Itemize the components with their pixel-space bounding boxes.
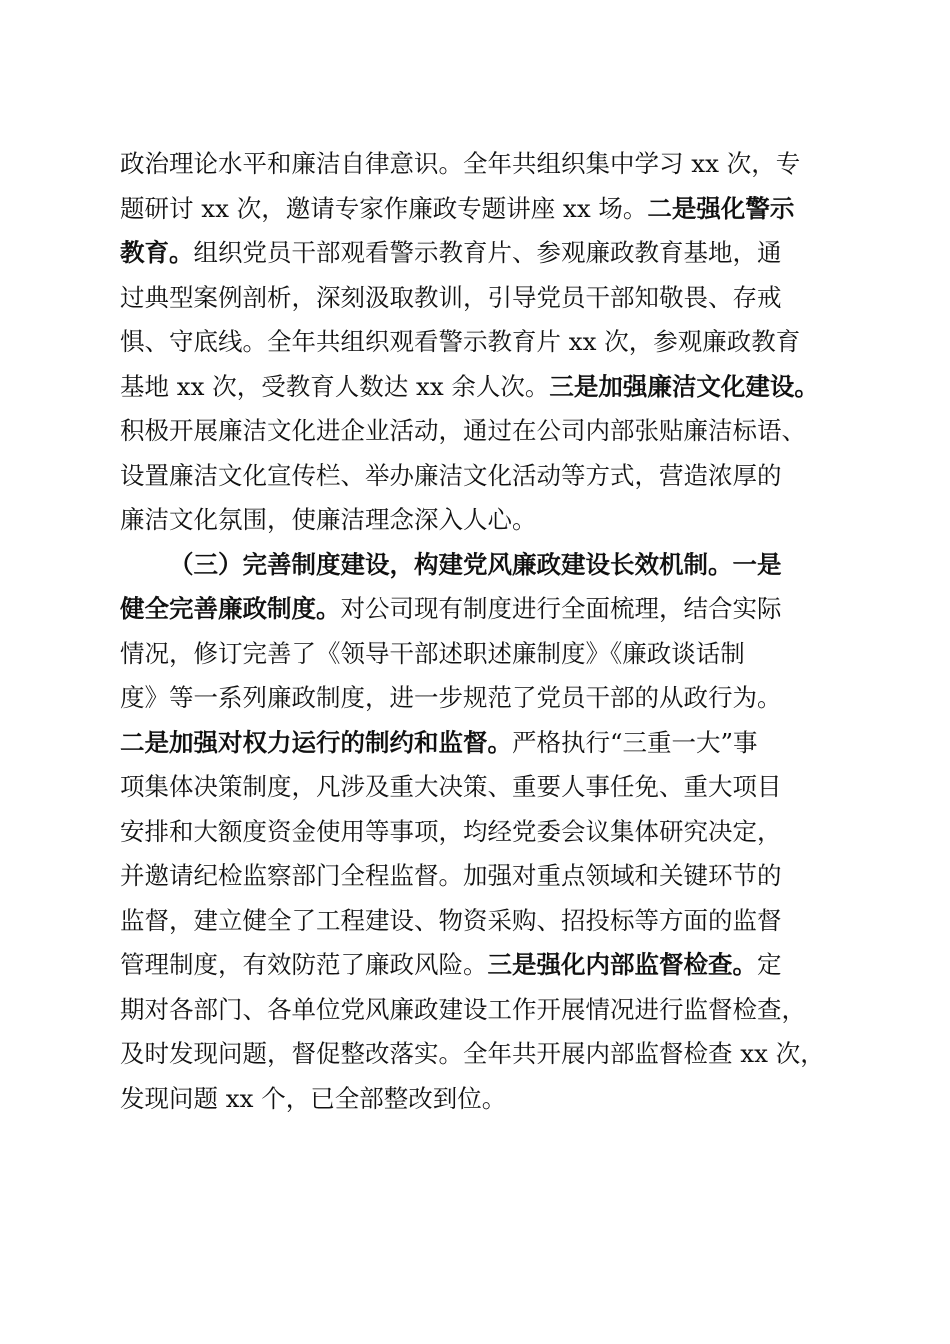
bold-text-run: 二是加强对权力运行的制约和监督。 [120,727,512,757]
text-run: 情况，修订完善了《领导干部述职述廉制度》《廉政谈话制 [120,638,745,668]
text-run: 度》等一系列廉政制度，进一步规范了党员干部的从政行为。 [120,683,782,712]
text-line [120,498,840,543]
text-run: 安排和大额度资金使用等事项，均经党委会议集体研究决定， [120,816,782,846]
text-line [120,1077,840,1122]
text-run: 积极开展廉洁文化进企业活动，通过在公司内部张贴廉洁标语、 [120,416,806,445]
text-line [120,721,840,766]
bold-text-run: 健全完善廉政制度。 [120,594,341,623]
text-line [120,810,840,855]
text-run: 对公司现有制度进行全面梳理，结合实际 [340,594,782,623]
text-run: 项集体决策制度，凡涉及重大决策、重要人事任免、重大项目 [120,772,782,801]
text-line [120,187,840,232]
text-run: 发现问题 xx 个，已全部整改到位。 [120,1083,507,1113]
text-run: 定 [757,950,782,979]
text-line [120,988,840,1033]
bold-text-run: 二是强化警示 [647,193,795,223]
text-run: 基地 xx 次，受教育人数达 xx 余人次。 [120,371,550,401]
text-run: 政治理论水平和廉洁自律意识。全年共组织集中学习 xx 次，专 [120,149,801,178]
text-run: 并邀请纪检监察部门全程监督。加强对重点领域和关键环节的 [120,861,782,890]
text-line [120,854,840,899]
bold-text-run: 三是加强廉洁文化建设。 [549,371,819,401]
text-run: 及时发现问题，督促整改落实。全年共开展内部监督检查 xx 次， [120,1039,825,1068]
text-line [120,765,840,810]
text-line [120,543,840,588]
text-line [120,943,840,988]
body-text [120,142,840,1121]
text-line [120,142,840,187]
text-run: 管理制度，有效防范了廉政风险。 [120,950,488,979]
text-run: 题研讨 xx 次，邀请专家作廉政专题讲座 xx 场。 [120,193,648,223]
text-line [120,320,840,365]
text-run: 设置廉洁文化宣传栏、举办廉洁文化活动等方式，营造浓厚的 [120,460,782,490]
bold-text-run: 三是强化内部监督检查。 [487,950,757,979]
text-line [120,1032,840,1077]
text-run: 惧、守底线。全年共组织观看警示教育片 xx 次，参观廉政教育 [120,327,801,356]
text-run: 廉洁文化氛围，使廉洁理念深入人心。 [120,505,537,534]
text-line [120,632,840,677]
text-line [120,899,840,944]
text-line [120,454,840,499]
text-line [120,676,840,721]
text-run: 监督，建立健全了工程建设、物资采购、招投标等方面的监督 [120,905,782,935]
text-line [120,276,840,321]
bold-text-run: （三）完善制度建设，构建党风廉政建设长效机制。一是 [169,549,782,579]
text-line [120,231,840,276]
text-run: 期对各部门、各单位党风廉政建设工作开展情况进行监督检查， [120,994,806,1024]
text-run: 组织党员干部观看警示教育片、参观廉政教育基地，通 [193,238,782,267]
text-run: 过典型案例剖析，深刻汲取教训，引导党员干部知敬畏、存戒 [120,282,782,312]
text-line [120,409,840,454]
text-line [120,365,840,410]
text-run: 严格执行“三重一大”事 [512,727,758,757]
bold-text-run: 教育。 [120,238,194,267]
text-line [120,587,840,632]
